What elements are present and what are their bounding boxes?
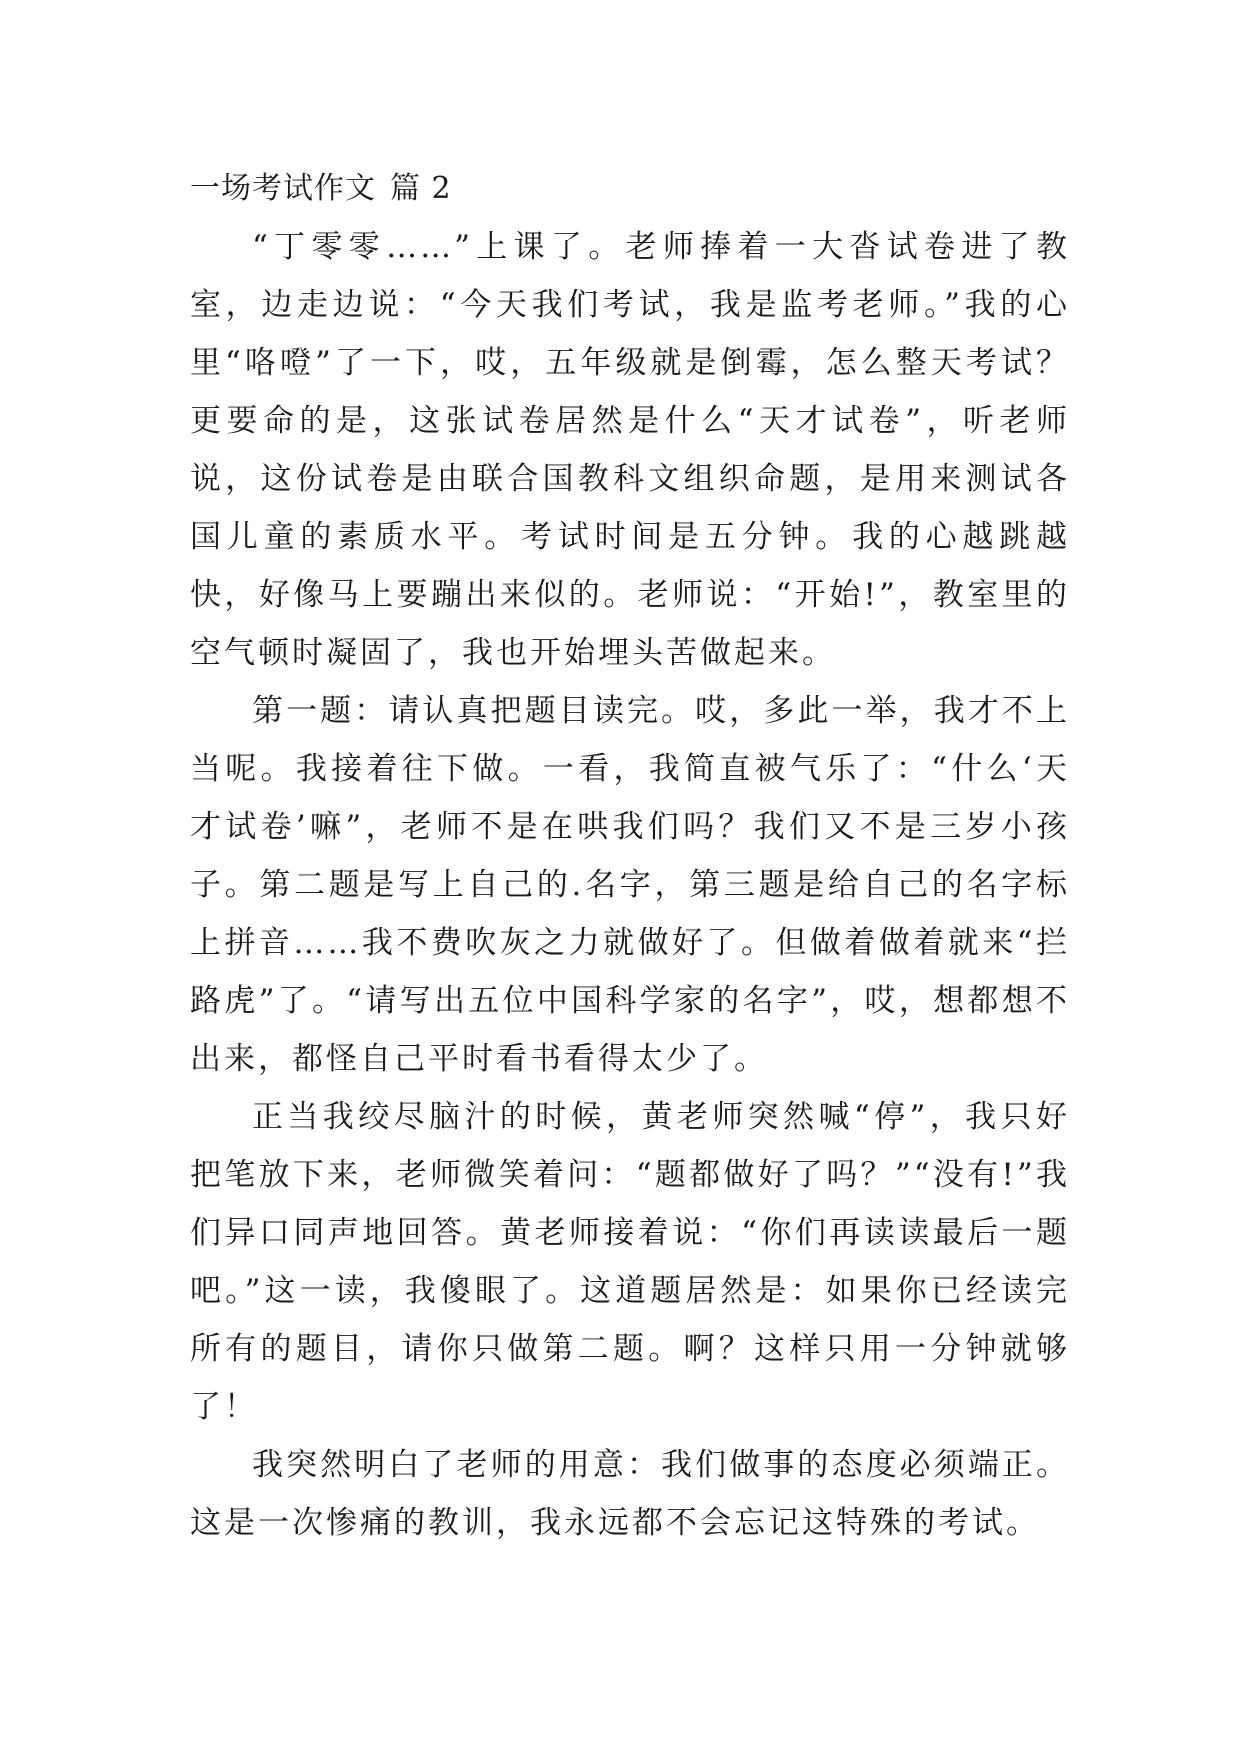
document-title [190,160,1070,218]
section-label: 篇 2 [390,171,452,206]
document-page [190,160,1070,1552]
paragraph-4: 我突然明白了老师的用意：我们做事的态度必须端正。这是一次惨痛的教训，我永远都不会忘记这特殊的考试。 [190,1447,1070,1541]
paragraph-3: 正当我绞尽脑汁的时候，黄老师突然喊“停”，我只好把笔放下来，老师微笑着问：“题都做好了吗？”“没有!”我们异口同声地回答。黄老师接着说：“你们再读读最后一题吧。”这一读，我傻眼了。这道题居然是：如果你已经读完所有的题目，请你只做第二题。啊？这样只用一分钟就够了！ [190,1099,1070,1425]
title-text: 一场考试作文 [190,171,376,206]
paragraph-2: 第一题：请认真把题目读完。哎，多此一举，我才不上当呢。我接着往下做。一看，我简直被气乐了：“什么‘天才试卷’嘛”，老师不是在哄我们吗？我们又不是三岁小孩子。第二题是写上自己的.名字，第三题是给自己的名字标上拼音……我不费吹灰之力就做好了。但做着做着就来“拦路虎”了。“请写出五位中国科学家的名字”，哎，想都想不出来，都怪自己平时看书看得太少了。 [190,693,1070,1077]
paragraph-1: “丁零零……”上课了。老师捧着一大沓试卷进了教室，边走边说：“今天我们考试，我是监考老师。”我的心里“咯噔”了一下，哎，五年级就是倒霉，怎么整天考试？更要命的是，这张试卷居然是什么“天才试卷”，听老师说，这份试卷是由联合国教科文组织命题，是用来测试各国儿童的素质水平。考试时间是五分钟。我的心越跳越快，好像马上要蹦出来似的。老师说：“开始!”，教室里的空气顿时凝固了，我也开始埋头苦做起来。 [190,229,1070,671]
